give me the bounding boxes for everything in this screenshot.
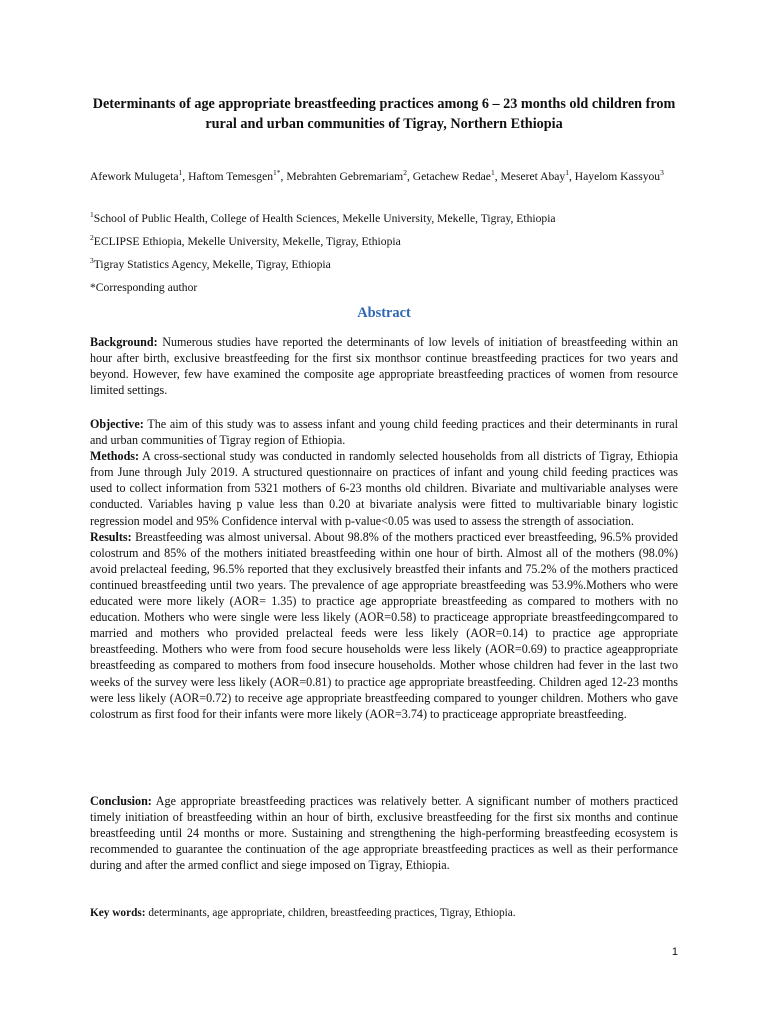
section-text: The aim of this study was to assess infant and young child feeding practices and their determinants in rural and urban communities of Tigray region of Ethiopia. — [90, 417, 678, 448]
abstract-conclusion — [90, 793, 678, 873]
affiliation-mark: 3 — [90, 256, 94, 266]
corresponding-author-note: *Corresponding author — [90, 281, 198, 294]
section-text: Breastfeeding was almost universal. About 98.8% of the mothers practiced ever breastfeeding, 96.5% provided colostrum and 85% of the mothers initiated breastfeeding within one hour of birth. Almost all of the mothers (98.0%) avoid prelacteal feeding, 96.5% reported that they exclusively breastfed their infants and 75.2% of the mothers practiced continued breastfeeding until two years. The prevalence of age appropriate breastfeeding was 53.9%.Mothers who were educated were more likely (AOR= 1.35) to practice age appropriate breastfeeding as compared to mothers with no education. Mothers who were single were less likely (AOR=0.58) to practiceage appropriate breastfeedingcompared to married and mothers who provided prelacteal feeds were less likely (AOR=0.14) to practice age appropriate breastfeeding. Mothers who were from food secure households were less likely (AOR=0.69) to practice ageappropriate breastfeeding as compared to mothers from food insecure households. Mother whose children had fever in the last two weeks of the survey were less likely (AOR=0.81) to practice age appropriate breastfeeding. Children aged 12-23 months were less likely (AOR=0.72) to receive age appropriate breastfeeding compared to younger children. Mothers who gave colostrum as first food for their infants were more likely (AOR=3.74) to practiceage appropriate breastfeeding. — [90, 529, 678, 721]
abstract-methods — [90, 448, 678, 528]
author-name: Hayelom Kassyou — [574, 170, 661, 183]
author-name: Meseret Abay — [500, 170, 566, 183]
section-label: Results: — [90, 529, 132, 544]
section-label: Conclusion: — [90, 794, 152, 808]
keywords-label: Key words: — [90, 907, 146, 919]
abstract-objective-methods — [90, 416, 678, 722]
affiliation-3 — [90, 257, 690, 272]
author-affiliation-mark: 1 — [490, 168, 495, 178]
abstract-background — [90, 334, 678, 398]
abstract-objective — [90, 416, 678, 448]
author-name: Haftom Temesgen — [188, 170, 274, 183]
affiliation-text: Tigray Statistics Agency, Mekelle, Tigray, Ethiopia — [93, 258, 331, 271]
affiliation-text: ECLIPSE Ethiopia, Mekelle University, Mekelle, Tigray, Ethiopia — [93, 235, 401, 248]
author-affiliation-mark: 3 — [660, 168, 664, 178]
affiliation-2 — [90, 234, 690, 249]
author-name: Mebrahten Gebremariam — [286, 170, 404, 183]
keywords — [90, 906, 690, 921]
abstract-heading: Abstract — [357, 305, 411, 321]
author-list: Afework Mulugeta$^1$, Haftom Temesgen$^{1*}$, Mebrahten Gebremariam$^2$, Getachew Redae$^1$, Meseret Abay$^1$, Hayelom Kassyou$^3$ — [90, 168, 664, 183]
affiliation-mark: 2 — [90, 233, 94, 243]
section-label: Objective: — [90, 417, 144, 431]
keywords-text: determinants, age appropriate, children, breastfeeding practices, Tigray, Ethiopia. — [145, 907, 516, 919]
author-affiliation-mark: 1 — [565, 168, 569, 178]
author-affiliation-mark: 2 — [403, 168, 407, 178]
author-name: Getachew Redae — [412, 170, 491, 183]
section-text: A cross-sectional study was conducted in randomly selected households from all districts of Tigray, Ethiopia from June through July 2019. A structured questionnaire on practices of infant and young child feeding practices was used to collect information from 5321 mothers of 6-23 months old children. Bivariate and multivariable analyses were conducted. Variables having p value less than 0.20 at bivariate analysis were fitted to multivariable binary logistic regression model and 95% Confidence interval with p-value<0.05 was used to assess the strength of association. — [90, 449, 678, 528]
section-text: Numerous studies have reported the determinants of low levels of initiation of breastfeeding within an hour after birth, exclusive breastfeeding for the first six monthsor continue breastfeeding practices for two years and beyond. However, few have examined the composite age appropriate breastfeeding practices of women from resource limited settings. — [90, 335, 678, 398]
affiliation-text: School of Public Health, College of Health Sciences, Mekelle University, Mekelle, Tigray, Ethiopia — [93, 212, 556, 225]
author-affiliation-mark: 1* — [273, 168, 281, 178]
affiliation-mark: 1 — [90, 210, 94, 220]
page-number: 1 — [671, 946, 678, 958]
section-label: Background: — [90, 335, 158, 349]
author-name: Afework Mulugeta — [90, 170, 179, 183]
section-text: Age appropriate breastfeeding practices was relatively better. A significant number of mothers practiced timely initiation of breastfeeding within an hour of birth, exclusive breastfeeding for the first six months and continue breastfeeding until 24 months or more. Sustaining and strengthening the high-performing breastfeeding ecosystem is recommended to guarantee the continuation of the age appropriate breastfeeding practices as well as their performance during and after the armed conflict and siege imposed on Tigray, Ethiopia. — [90, 794, 678, 873]
abstract-results — [90, 529, 678, 722]
affiliation-1 — [90, 211, 690, 226]
paper-title: Determinants of age appropriate breastfeeding practices among 6 – 23 months old children from rural and urban communities of Tigray, Northern Ethiopia — [92, 96, 676, 132]
section-label: Methods: — [90, 449, 140, 464]
author-affiliation-mark: 1 — [178, 168, 183, 178]
